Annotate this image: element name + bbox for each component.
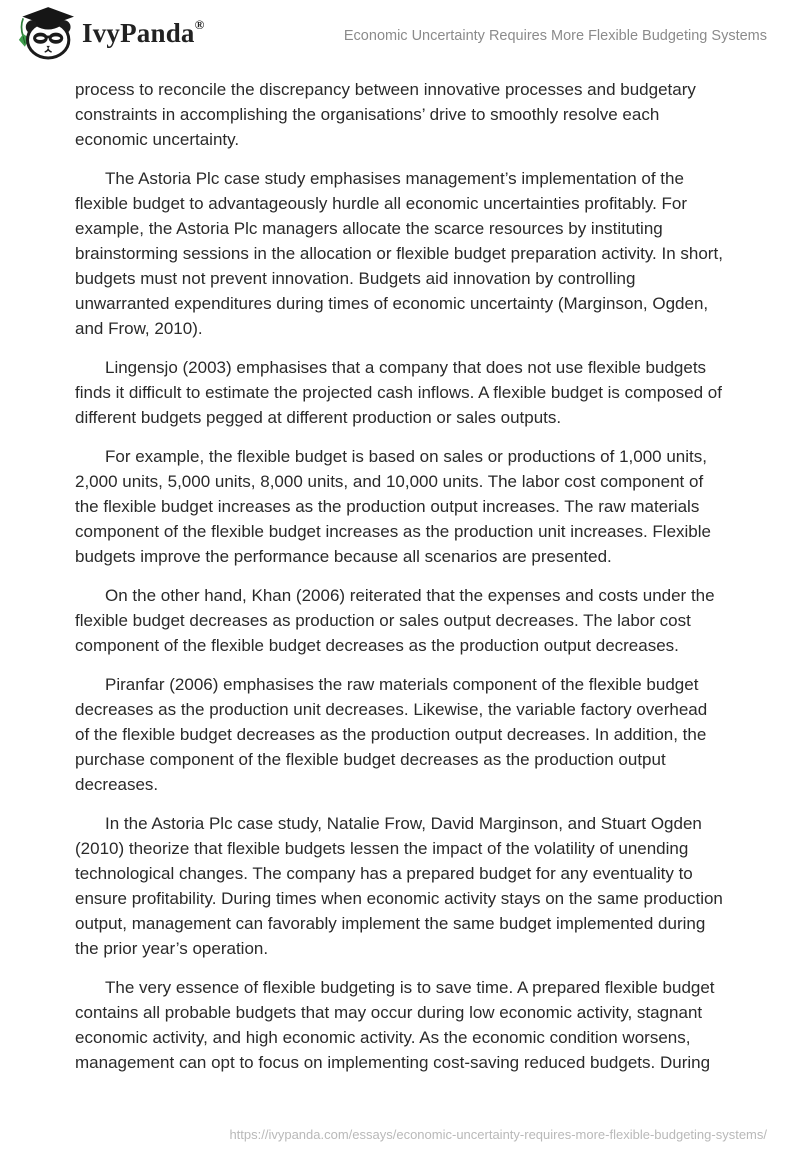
brand-name: [82, 17, 205, 49]
page-header: [0, 0, 800, 62]
panda-graduation-cap-icon: [12, 5, 74, 61]
registered-trademark: ®: [194, 17, 205, 32]
source-url: https://ivypanda.com/essays/economic-uncertainty-requires-more-flexible-budgeting-systems/: [229, 1127, 767, 1142]
brand: [12, 5, 205, 61]
paragraph: process to reconcile the discrepancy between innovative processes and budgetary constraints in accomplishing the organisations’ drive to smoothly resolve each economic uncertainty.: [75, 80, 696, 149]
paragraph: The very essence of flexible budgeting is to save time. A prepared flexible budget contains all probable budgets that may occur during low economic activity, stagnant economic activity, and high economic activity. As the economic condition worsens, management can opt to focus on implementing cost-saving reduced budgets. During: [75, 978, 715, 1072]
paragraph: Piranfar (2006) emphasises the raw materials component of the flexible budget decreases as the production unit decreases. Likewise, the variable factory overhead of the flexible budget decreases as the production output decreases. In addition, the purchase component of the flexible budget decreases as the production output decreases.: [75, 675, 708, 794]
essay-body: [0, 62, 800, 1075]
document-title: Economic Uncertainty Requires More Flexible Budgeting Systems: [343, 28, 767, 44]
paragraph: Lingensjo (2003) emphasises that a company that does not use flexible budgets finds it difficult to estimate the projected cash inflows. A flexible budget is composed of different budgets pegged at different production or sales outputs.: [75, 358, 722, 427]
paragraph: The Astoria Plc case study emphasises management’s implementation of the flexible budget to advantageously hurdle all economic uncertainties profitably. For example, the Astoria Plc managers allocate the scarce resources by instituting brainstorming sessions in the allocation or flexible budget preparation activity. In short, budgets must not prevent innovation. Budgets aid innovation by controlling unwarranted expenditures during times of economic uncertainty (Marginson, Ogden, and Frow, 2010).: [75, 169, 723, 338]
paragraph: For example, the flexible budget is based on sales or productions of 1,000 units, 2,000 units, 5,000 units, 8,000 units, and 10,000 units. The labor cost component of the flexible budget increases as the production output increases. The raw materials component of the flexible budget increases as the production unit increases. Flexible budgets improve the performance because all scenarios are presented.: [75, 447, 711, 566]
paragraph: On the other hand, Khan (2006) reiterated that the expenses and costs under the flexible budget decreases as production or sales output decreases. The labor cost component of the flexible budget decreases as the production output decreases.: [75, 586, 715, 655]
brand-text: IvyPanda: [82, 18, 195, 48]
page-footer: [229, 1126, 767, 1144]
paragraph: In the Astoria Plc case study, Natalie Frow, David Marginson, and Stuart Ogden (2010) theorize that flexible budgets lessen the impact of the volatility of unending technological changes. The company has a prepared budget for any eventuality to ensure profitability. During times when economic activity stays on the same production output, management can favorably implement the same budget implemented during the prior year’s operation.: [75, 814, 723, 958]
